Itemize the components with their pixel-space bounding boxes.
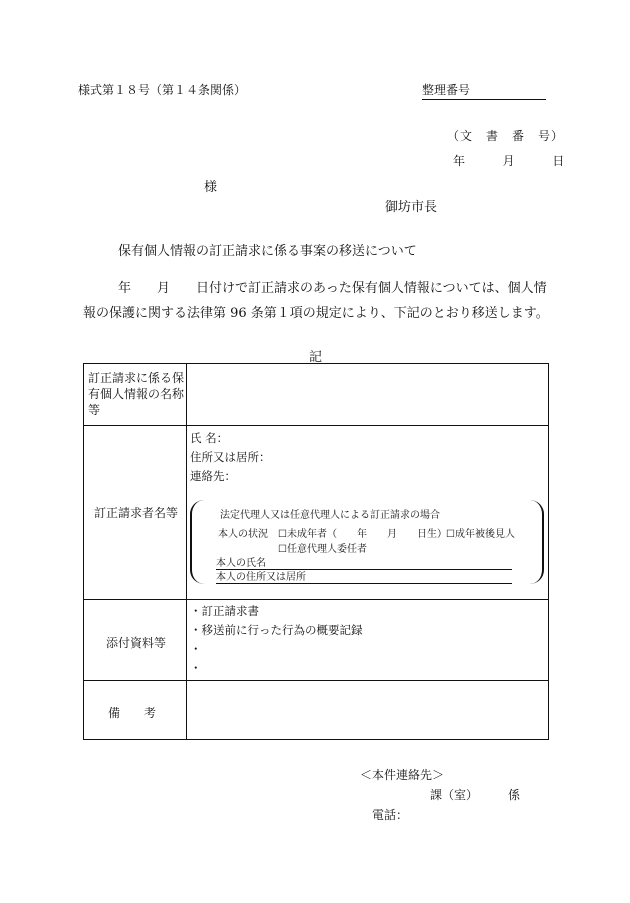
requester-label: 訂正請求者名等	[94, 506, 179, 520]
requester-address-field: 住所又は居所：	[190, 450, 271, 464]
row-divider	[84, 599, 548, 600]
reference-number-field	[422, 81, 546, 100]
info-name-label-line: 有個人情報の名称	[88, 387, 185, 401]
info-name-label-line: 等	[88, 403, 101, 417]
date-month: 月	[502, 154, 515, 168]
requester-contact-field: 連絡先：	[190, 469, 236, 483]
issue-date	[453, 152, 564, 169]
date-day: 日	[552, 154, 565, 168]
transfer-details-table	[83, 363, 549, 740]
person-address-field: 本人の住所又は居所	[216, 568, 512, 584]
column-divider	[186, 364, 187, 739]
agent-request-box	[190, 500, 544, 584]
person-status-label: 本人の状況	[218, 529, 268, 540]
minor-checkbox: ☐未成年者（ 年 月 日生）	[278, 529, 447, 540]
date-year: 年	[453, 154, 466, 168]
contact-phone: 電話：	[372, 808, 409, 822]
form-number: 様式第１８号（第１４条関係）	[78, 83, 247, 97]
contact-department: 課（室） 係	[430, 788, 521, 802]
info-name-label	[88, 370, 190, 418]
attachment-item: ・	[190, 661, 202, 675]
attachment-item: ・	[190, 642, 202, 656]
attachment-item: ・移送前に行った行為の概要記録	[190, 623, 363, 637]
body-line-2: 報の保護に関する法律第 96 条第１項の規定により、下記のとおり移送します。	[83, 306, 549, 321]
subject: 保有個人情報の訂正請求に係る事案の移送について	[118, 244, 417, 259]
delegator-checkbox: ☐任意代理人委任者	[278, 544, 367, 555]
adult-ward-checkbox: ☐成年被後見人	[446, 529, 515, 540]
row-divider	[84, 425, 548, 426]
agent-box-title: 法定代理人又は任意代理人による訂正請求の場合	[220, 510, 440, 521]
requester-name-field: 氏 名：	[190, 431, 229, 445]
document-number: （文 書 番 号）	[447, 129, 565, 143]
attachments-label: 添付資料等	[106, 636, 167, 650]
info-name-label-line: 訂正請求に係る保	[88, 371, 185, 385]
sender: 御坊市長	[385, 200, 438, 215]
addressee: 様	[204, 180, 218, 195]
attachment-item: ・訂正請求書	[190, 604, 259, 618]
body-line-1: 年 月 日付けで訂正請求のあった保有個人情報については、個人情	[118, 281, 547, 296]
remarks-label: 備 考	[108, 706, 157, 720]
contact-title: ＜本件連絡先＞	[360, 768, 445, 782]
reference-number-label: 整理番号	[422, 83, 471, 97]
person-name-field: 本人の氏名	[216, 554, 512, 570]
row-divider	[84, 680, 548, 681]
ki-heading: 記	[309, 350, 323, 365]
